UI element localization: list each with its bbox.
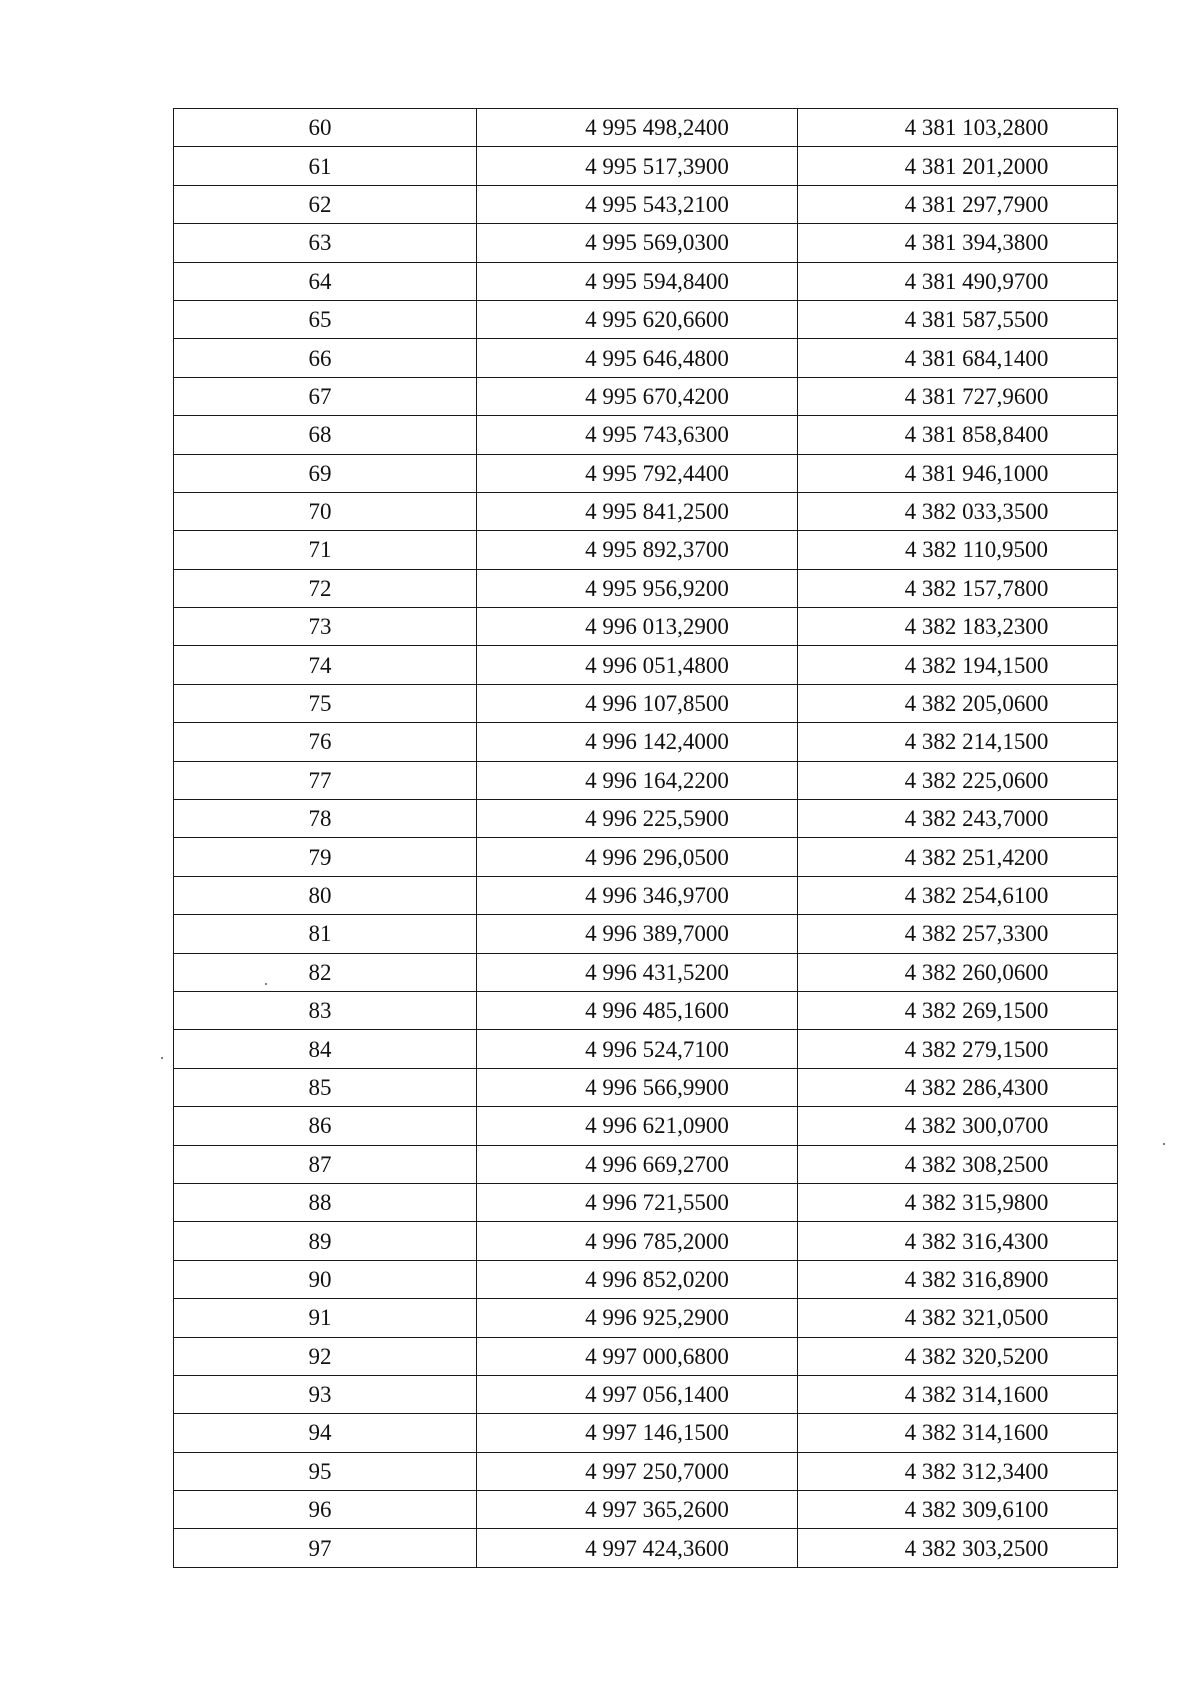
x-coordinate-cell: 4 996 485,1600: [477, 991, 798, 1029]
point-number-cell: 88: [174, 1183, 477, 1221]
point-number-cell: 61: [174, 147, 477, 185]
x-coordinate-cell: 4 996 925,2900: [477, 1299, 798, 1337]
table-row: [174, 800, 1118, 838]
point-number-cell: 78: [174, 800, 477, 838]
y-coordinate-cell: 4 382 303,2500: [798, 1529, 1118, 1567]
x-coordinate-cell: 4 995 569,0300: [477, 224, 798, 262]
y-coordinate-cell: 4 382 225,0600: [798, 761, 1118, 799]
scan-speck: [265, 983, 267, 985]
y-coordinate-cell: 4 382 110,9500: [798, 531, 1118, 569]
y-coordinate-cell: 4 382 260,0600: [798, 953, 1118, 991]
point-number-cell: 94: [174, 1414, 477, 1452]
y-coordinate-cell: 4 381 684,1400: [798, 339, 1118, 377]
point-number-cell: 85: [174, 1068, 477, 1106]
x-coordinate-cell: 4 995 498,2400: [477, 109, 798, 147]
point-number-cell: 76: [174, 723, 477, 761]
x-coordinate-cell: 4 996 852,0200: [477, 1260, 798, 1298]
x-coordinate-cell: 4 996 389,7000: [477, 915, 798, 953]
y-coordinate-cell: 4 382 243,7000: [798, 800, 1118, 838]
point-number-cell: 82: [174, 953, 477, 991]
x-coordinate-cell: 4 996 142,4000: [477, 723, 798, 761]
y-coordinate-cell: 4 381 946,1000: [798, 454, 1118, 492]
y-coordinate-cell: 4 382 205,0600: [798, 684, 1118, 722]
x-coordinate-cell: 4 996 524,7100: [477, 1030, 798, 1068]
table-row: [174, 761, 1118, 799]
table-row: [174, 1299, 1118, 1337]
x-coordinate-cell: 4 996 669,2700: [477, 1145, 798, 1183]
y-coordinate-cell: 4 382 300,0700: [798, 1107, 1118, 1145]
table-row: [174, 1414, 1118, 1452]
x-coordinate-cell: 4 996 164,2200: [477, 761, 798, 799]
x-coordinate-cell: 4 996 785,2000: [477, 1222, 798, 1260]
y-coordinate-cell: 4 382 157,7800: [798, 569, 1118, 607]
point-number-cell: 73: [174, 608, 477, 646]
table-row: [174, 1068, 1118, 1106]
point-number-cell: 68: [174, 416, 477, 454]
table-row: [174, 1183, 1118, 1221]
y-coordinate-cell: 4 382 183,2300: [798, 608, 1118, 646]
x-coordinate-cell: 4 996 225,5900: [477, 800, 798, 838]
table-row: [174, 684, 1118, 722]
point-number-cell: 77: [174, 761, 477, 799]
table-row: [174, 1375, 1118, 1413]
y-coordinate-cell: 4 382 321,0500: [798, 1299, 1118, 1337]
table-row: [174, 416, 1118, 454]
y-coordinate-cell: 4 382 314,1600: [798, 1414, 1118, 1452]
table-row: [174, 991, 1118, 1029]
y-coordinate-cell: 4 382 269,1500: [798, 991, 1118, 1029]
table-row: [174, 339, 1118, 377]
x-coordinate-cell: 4 995 646,4800: [477, 339, 798, 377]
table-row: [174, 723, 1118, 761]
point-number-cell: 62: [174, 185, 477, 223]
y-coordinate-cell: 4 382 279,1500: [798, 1030, 1118, 1068]
point-number-cell: 72: [174, 569, 477, 607]
y-coordinate-cell: 4 382 316,4300: [798, 1222, 1118, 1260]
y-coordinate-cell: 4 382 033,3500: [798, 492, 1118, 530]
y-coordinate-cell: 4 381 103,2800: [798, 109, 1118, 147]
y-coordinate-cell: 4 382 320,5200: [798, 1337, 1118, 1375]
table-row: [174, 1145, 1118, 1183]
table-row: [174, 1452, 1118, 1490]
y-coordinate-cell: 4 381 490,9700: [798, 262, 1118, 300]
table-row: [174, 1529, 1118, 1567]
x-coordinate-cell: 4 996 566,9900: [477, 1068, 798, 1106]
y-coordinate-cell: 4 382 251,4200: [798, 838, 1118, 876]
point-number-cell: 66: [174, 339, 477, 377]
x-coordinate-cell: 4 995 543,2100: [477, 185, 798, 223]
table-row: [174, 876, 1118, 914]
table-row: [174, 492, 1118, 530]
point-number-cell: 63: [174, 224, 477, 262]
x-coordinate-cell: 4 996 621,0900: [477, 1107, 798, 1145]
y-coordinate-cell: 4 382 308,2500: [798, 1145, 1118, 1183]
table-row: [174, 147, 1118, 185]
x-coordinate-cell: 4 995 670,4200: [477, 377, 798, 415]
point-number-cell: 75: [174, 684, 477, 722]
y-coordinate-cell: 4 381 727,9600: [798, 377, 1118, 415]
x-coordinate-cell: 4 995 620,6600: [477, 300, 798, 338]
point-number-cell: 74: [174, 646, 477, 684]
x-coordinate-cell: 4 997 000,6800: [477, 1337, 798, 1375]
table-row: [174, 531, 1118, 569]
table-row: [174, 1222, 1118, 1260]
x-coordinate-cell: 4 995 956,9200: [477, 569, 798, 607]
point-number-cell: 81: [174, 915, 477, 953]
point-number-cell: 70: [174, 492, 477, 530]
table-row: [174, 953, 1118, 991]
table-row: [174, 608, 1118, 646]
scan-speck: [161, 1057, 163, 1059]
x-coordinate-cell: 4 997 365,2600: [477, 1491, 798, 1529]
y-coordinate-cell: 4 382 315,9800: [798, 1183, 1118, 1221]
y-coordinate-cell: 4 382 257,3300: [798, 915, 1118, 953]
point-number-cell: 69: [174, 454, 477, 492]
point-number-cell: 90: [174, 1260, 477, 1298]
x-coordinate-cell: 4 996 431,5200: [477, 953, 798, 991]
x-coordinate-cell: 4 996 346,9700: [477, 876, 798, 914]
x-coordinate-cell: 4 997 056,1400: [477, 1375, 798, 1413]
table-row: [174, 1491, 1118, 1529]
x-coordinate-cell: 4 997 146,1500: [477, 1414, 798, 1452]
point-number-cell: 64: [174, 262, 477, 300]
y-coordinate-cell: 4 381 201,2000: [798, 147, 1118, 185]
x-coordinate-cell: 4 995 892,3700: [477, 531, 798, 569]
y-coordinate-cell: 4 382 286,4300: [798, 1068, 1118, 1106]
point-number-cell: 95: [174, 1452, 477, 1490]
table-row: [174, 1107, 1118, 1145]
y-coordinate-cell: 4 381 394,3800: [798, 224, 1118, 262]
x-coordinate-cell: 4 997 424,3600: [477, 1529, 798, 1567]
table-row: [174, 646, 1118, 684]
point-number-cell: 80: [174, 876, 477, 914]
x-coordinate-cell: 4 995 517,3900: [477, 147, 798, 185]
point-number-cell: 60: [174, 109, 477, 147]
x-coordinate-cell: 4 995 594,8400: [477, 262, 798, 300]
table-row: [174, 838, 1118, 876]
y-coordinate-cell: 4 382 254,6100: [798, 876, 1118, 914]
scan-speck: [1163, 1143, 1165, 1145]
point-number-cell: 93: [174, 1375, 477, 1413]
table-row: [174, 1337, 1118, 1375]
point-number-cell: 86: [174, 1107, 477, 1145]
y-coordinate-cell: 4 382 312,3400: [798, 1452, 1118, 1490]
y-coordinate-cell: 4 382 214,1500: [798, 723, 1118, 761]
y-coordinate-cell: 4 382 314,1600: [798, 1375, 1118, 1413]
y-coordinate-cell: 4 382 194,1500: [798, 646, 1118, 684]
point-number-cell: 71: [174, 531, 477, 569]
table-row: [174, 185, 1118, 223]
x-coordinate-cell: 4 995 743,6300: [477, 416, 798, 454]
point-number-cell: 84: [174, 1030, 477, 1068]
x-coordinate-cell: 4 996 051,4800: [477, 646, 798, 684]
point-number-cell: 79: [174, 838, 477, 876]
table-row: [174, 109, 1118, 147]
table-row: [174, 1260, 1118, 1298]
x-coordinate-cell: 4 996 296,0500: [477, 838, 798, 876]
point-number-cell: 65: [174, 300, 477, 338]
point-number-cell: 97: [174, 1529, 477, 1567]
y-coordinate-cell: 4 381 858,8400: [798, 416, 1118, 454]
coordinates-table-body: [174, 109, 1118, 1568]
table-row: [174, 1030, 1118, 1068]
table-row: [174, 569, 1118, 607]
point-number-cell: 96: [174, 1491, 477, 1529]
table-row: [174, 915, 1118, 953]
table-row: [174, 262, 1118, 300]
point-number-cell: 92: [174, 1337, 477, 1375]
point-number-cell: 87: [174, 1145, 477, 1183]
point-number-cell: 91: [174, 1299, 477, 1337]
y-coordinate-cell: 4 381 587,5500: [798, 300, 1118, 338]
table-row: [174, 454, 1118, 492]
x-coordinate-cell: 4 996 107,8500: [477, 684, 798, 722]
point-number-cell: 67: [174, 377, 477, 415]
x-coordinate-cell: 4 997 250,7000: [477, 1452, 798, 1490]
coordinates-table: [173, 108, 1118, 1568]
table-row: [174, 377, 1118, 415]
table-row: [174, 300, 1118, 338]
x-coordinate-cell: 4 996 013,2900: [477, 608, 798, 646]
point-number-cell: 89: [174, 1222, 477, 1260]
point-number-cell: 83: [174, 991, 477, 1029]
y-coordinate-cell: 4 381 297,7900: [798, 185, 1118, 223]
x-coordinate-cell: 4 995 792,4400: [477, 454, 798, 492]
x-coordinate-cell: 4 996 721,5500: [477, 1183, 798, 1221]
y-coordinate-cell: 4 382 316,8900: [798, 1260, 1118, 1298]
y-coordinate-cell: 4 382 309,6100: [798, 1491, 1118, 1529]
x-coordinate-cell: 4 995 841,2500: [477, 492, 798, 530]
table-row: [174, 224, 1118, 262]
